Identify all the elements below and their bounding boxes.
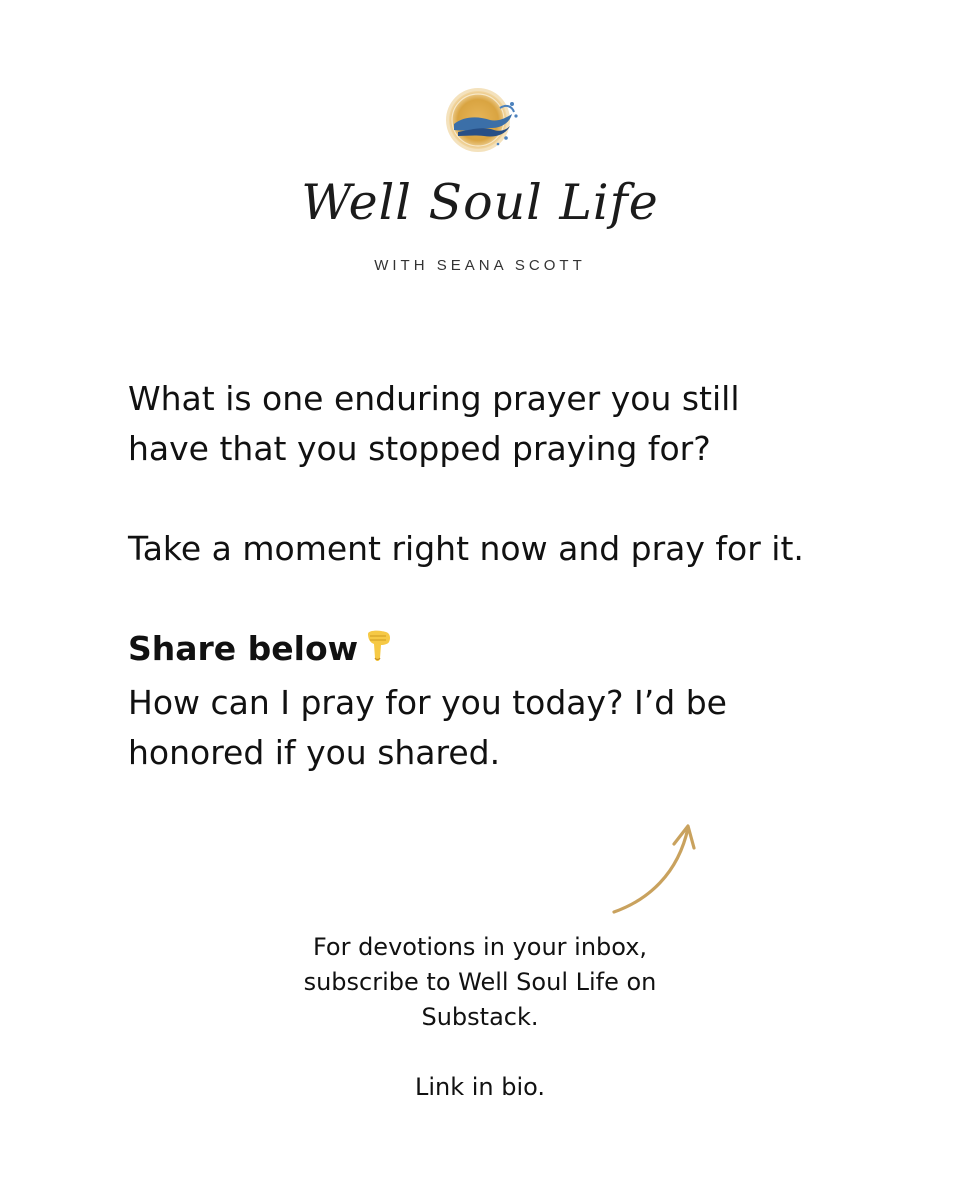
footer-line-2: subscribe to Well Soul Life on [303, 968, 657, 996]
footer-line-3: Substack. [421, 1003, 539, 1031]
spacer [128, 474, 888, 524]
spacer [128, 574, 888, 624]
spacer [220, 1035, 740, 1070]
link-in-bio-text: Link in bio. [414, 1073, 546, 1101]
brand-title: Well Soul Life [301, 174, 659, 231]
question-line-2: have that you stopped praying for? [128, 429, 711, 468]
share-line-2: honored if you shared. [128, 733, 501, 772]
footer-note [220, 930, 740, 1105]
instruction-text: Take a moment right now and pray for it. [128, 529, 804, 568]
pointing-down-hand-icon [362, 628, 394, 678]
question-line-1: What is one enduring prayer you still [128, 379, 740, 418]
share-heading: Share below [128, 629, 359, 668]
logo-sun-wave-icon [440, 86, 522, 158]
brand-subtitle: WITH SEANA SCOTT [374, 257, 586, 274]
footer-line-1: For devotions in your inbox, [312, 933, 648, 961]
share-heading-row [128, 624, 888, 678]
curved-arrow-up-icon [608, 818, 704, 920]
main-message [128, 374, 888, 778]
share-line-1: How can I pray for you today? I’d be [128, 683, 727, 722]
